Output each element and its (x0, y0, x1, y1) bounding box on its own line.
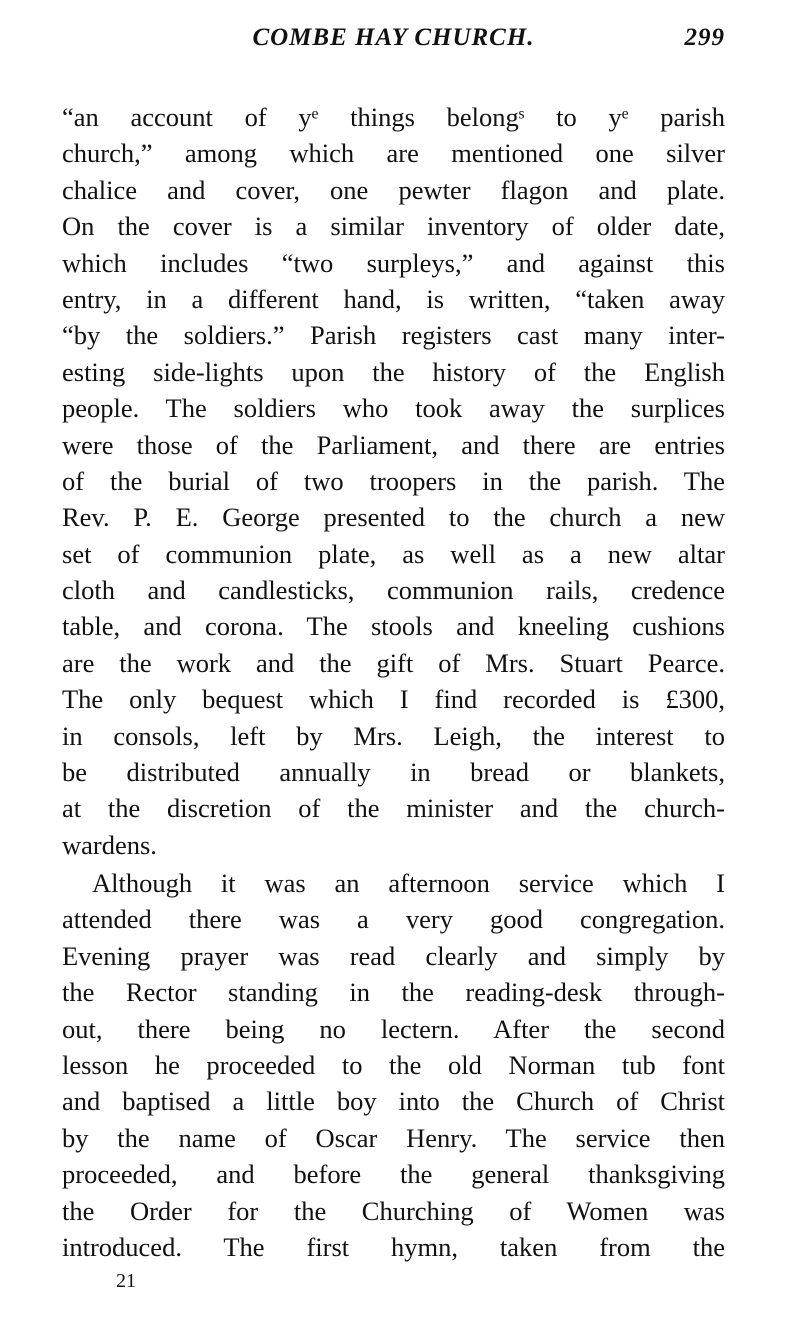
text-line: the Order for the Churching of Women was (62, 1195, 725, 1226)
text-line: proceeded, and before the general thanksgiving (62, 1159, 725, 1190)
text-line: by the name of Oscar Henry. The service then (62, 1122, 725, 1153)
signature-mark: 21 (116, 1270, 136, 1292)
text-line: are the work and the gift of Mrs. Stuart Pearce. (62, 647, 725, 678)
text-line: in consols, left by Mrs. Leigh, the interest to (62, 720, 725, 751)
paragraph-1 (62, 99, 725, 863)
text-line: set of communion plate, as well as a new altar (62, 538, 725, 569)
text-line: chalice and cover, one pewter flagon and plate. (62, 174, 725, 205)
running-header (62, 22, 725, 58)
running-title: COMBE HAY CHURCH. (252, 24, 535, 51)
text-line: “an account of yᵉ things belongˢ to yᵉ parish (62, 102, 725, 132)
text-line: Evening prayer was read clearly and simply by (62, 940, 725, 971)
text-line: were those of the Parliament, and there are entries (62, 429, 725, 460)
text-line: and baptised a little boy into the Church of Christ (62, 1086, 725, 1117)
text-line: entry, in a different hand, is written, “taken away (62, 283, 725, 314)
text-line: lesson he proceeded to the old Norman tub font (62, 1049, 725, 1080)
paragraph-2 (62, 865, 725, 1265)
text-line: at the discretion of the minister and the church- (62, 793, 725, 824)
text-line: table, and corona. The stools and kneeling cushions (62, 611, 725, 642)
page-number: 299 (684, 24, 725, 51)
text-line: the Rector standing in the reading-desk through- (62, 977, 725, 1008)
text-line: people. The soldiers who took away the surplices (62, 393, 725, 424)
text-line: out, there being no lectern. After the second (62, 1013, 725, 1044)
text-line: cloth and candlesticks, communion rails, credence (62, 575, 725, 606)
text-line: “by the soldiers.” Parish registers cast many inter- (62, 320, 725, 351)
text-line: The only bequest which I find recorded is £300, (62, 684, 725, 715)
text-line: Although it was an afternoon service which I (92, 868, 725, 898)
text-line: esting side-lights upon the history of the English (62, 356, 725, 387)
text-line: be distributed annually in bread or blankets, (62, 757, 725, 788)
text-line: wardens. (62, 829, 157, 860)
text-line: Rev. P. E. George presented to the church a new (62, 502, 725, 533)
text-line: attended there was a very good congregation. (62, 904, 725, 935)
text-line: of the burial of two troopers in the parish. The (62, 465, 725, 496)
text-line: church,” among which are mentioned one silver (62, 138, 725, 169)
text-line: which includes “two surpleys,” and against this (62, 247, 725, 278)
text-line: On the cover is a similar inventory of older date, (62, 211, 725, 242)
text-line: introduced. The first hymn, taken from the (62, 1231, 725, 1262)
